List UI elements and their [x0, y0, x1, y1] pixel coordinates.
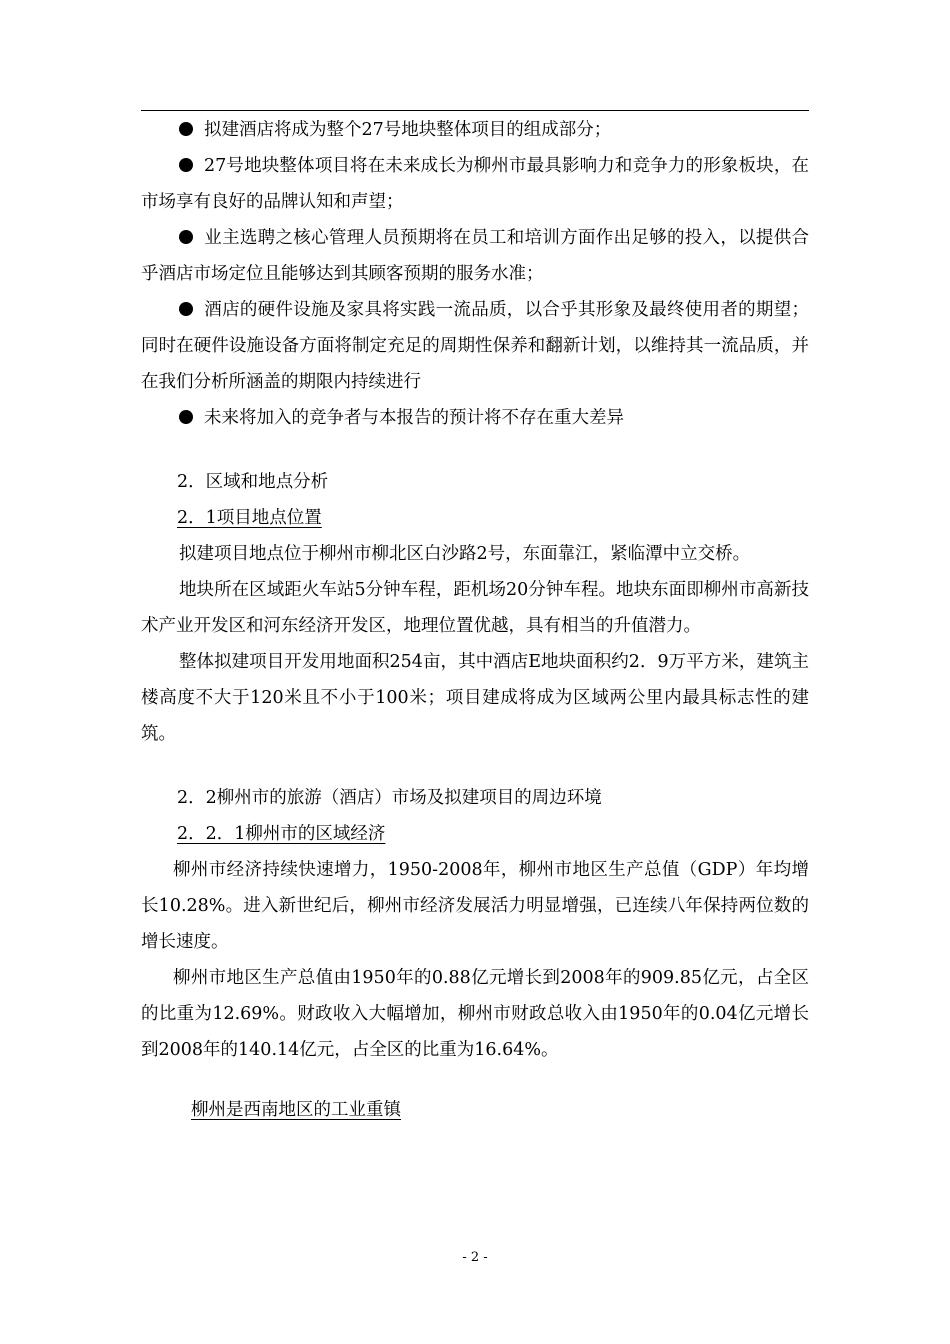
subsection-heading: 2．2柳州市的旅游（酒店）市场及拟建项目的周边环境: [177, 788, 602, 808]
bullet-icon: [179, 302, 193, 316]
paragraph: 拟建项目地点位于柳州市柳北区白沙路2号，东面靠江，紧临潭中立交桥。: [179, 544, 751, 564]
bullet-item: [141, 292, 809, 400]
subsection-heading: [141, 500, 809, 536]
industry-heading: [141, 1092, 809, 1128]
header-rule: [141, 110, 809, 111]
bullet-item: [141, 400, 809, 436]
paragraph: 整体拟建项目开发用地面积254亩，其中酒店E地块面积约2．9万平方米，建筑主楼高度不大于120米且不小于100米；项目建成将成为区域两公里内最具标志性的建筑。: [141, 652, 809, 744]
subsubsection-title: 2．2．1柳州市的区域经济: [177, 824, 386, 844]
bullet-item: [141, 112, 809, 148]
bullet-text: 业主选聘之核心管理人员预期将在员工和培训方面作出足够的投入，以提供合乎酒店市场定位且能够达到其顾客预期的服务水准；: [141, 228, 809, 284]
subsection-title: 2．1项目地点位置: [177, 508, 322, 528]
subsubsection-heading: [141, 816, 809, 852]
section-heading: 2．区域和地点分析: [177, 472, 329, 492]
bullet-icon: [179, 410, 193, 424]
paragraph: 柳州市经济持续快速增力，1950-2008年，柳州市地区生产总值（GDP）年均增长10.28%。进入新世纪后，柳州市经济发展活力明显增强，已连续八年保持两位数的增长速度。: [141, 860, 809, 952]
paragraph: 地块所在区域距火车站5分钟车程，距机场20分钟车程。地块东面即柳州市高新技术产业开发区和河东经济开发区，地理位置优越，具有相当的升值潜力。: [141, 580, 809, 636]
bullet-icon: [179, 230, 193, 244]
industry-heading-text: 柳州是西南地区的工业重镇: [191, 1100, 401, 1120]
bullet-text: 酒店的硬件设施及家具将实践一流品质，以合乎其形象及最终使用者的期望；同时在硬件设施设备方面将制定充足的周期性保养和翻新计划，以维持其一流品质，并在我们分析所涵盖的期限内持续进行: [141, 300, 809, 392]
bullet-icon: [179, 122, 193, 136]
paragraph: 柳州市地区生产总值由1950年的0.88亿元增长到2008年的909.85亿元，占全区的比重为12.69%。财政收入大幅增加，柳州市财政总收入由1950年的0.04亿元增长到2008年的140.14亿元，占全区的比重为16.64%。: [141, 968, 809, 1060]
bullet-item: [141, 220, 809, 292]
bullet-icon: [179, 158, 193, 172]
bullet-text: 27号地块整体项目将在未来成长为柳州市最具影响力和竞争力的形象板块，在市场享有良好的品牌认知和声望；: [141, 156, 809, 212]
document-body: [141, 112, 809, 1128]
bullet-text: 未来将加入的竞争者与本报告的预计将不存在重大差异: [204, 408, 624, 428]
bullet-text: 拟建酒店将成为整个27号地块整体项目的组成部分；: [204, 120, 612, 140]
page-number: - 2 -: [462, 1250, 488, 1265]
bullet-item: [141, 148, 809, 220]
